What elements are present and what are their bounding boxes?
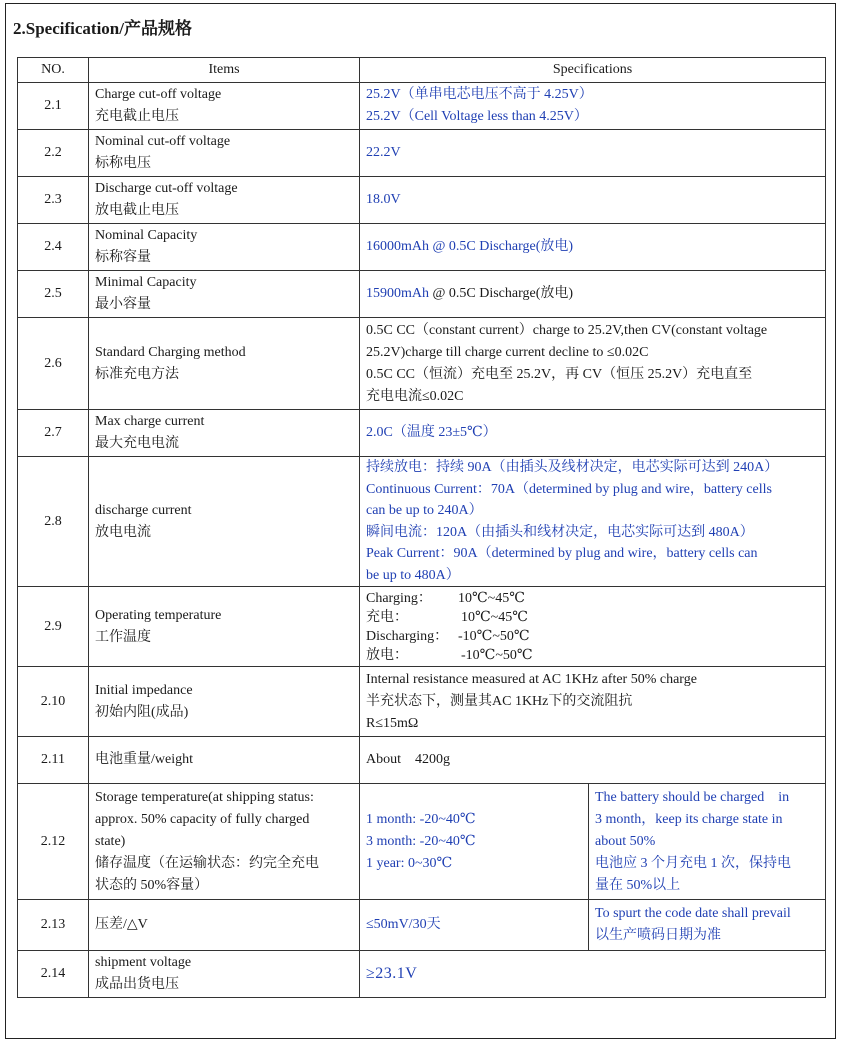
item-en: Initial impedance	[95, 682, 193, 698]
table-row	[18, 410, 826, 457]
item-cell	[89, 318, 360, 410]
table-row	[18, 224, 826, 271]
spec-line: 半充状态下，测量其AC 1KHz下的交流阻抗	[366, 693, 633, 709]
item-line: Storage temperature(at shipping status:	[95, 789, 314, 805]
item-cell	[89, 667, 360, 737]
spec-cell	[360, 271, 826, 318]
item-cell	[89, 900, 360, 951]
temp-value: 10℃~45℃	[458, 590, 525, 606]
table-row	[18, 271, 826, 318]
note-line: The battery should be charged in	[595, 789, 790, 805]
spec-line: ≥23.1V	[366, 965, 418, 982]
spec-line: 3 month: -20~40℃	[366, 833, 476, 849]
item-cn: 最大充电电流	[95, 436, 179, 451]
row-number: 2.4	[18, 224, 89, 271]
item-en: Operating temperature	[95, 607, 222, 623]
header-no: NO.	[18, 58, 89, 83]
spec-line: can be up to 240A）	[366, 503, 483, 518]
row-number: 2.2	[18, 130, 89, 177]
row-number: 2.13	[18, 900, 89, 951]
spec-line: be up to 480A）	[366, 567, 460, 583]
spec-value-blue: 15900mAh	[366, 286, 429, 301]
item-en: Max charge current	[95, 414, 205, 429]
temp-value: -10℃~50℃	[461, 647, 533, 663]
code-date-note	[588, 900, 825, 950]
item-cn: 充电截止电压	[95, 109, 179, 124]
spec-line: 22.2V	[366, 145, 401, 160]
temp-line	[366, 646, 819, 665]
row-number: 2.14	[18, 951, 89, 998]
table-row	[18, 318, 826, 410]
spec-line: 1 year: 0~30℃	[366, 855, 453, 871]
spec-line: ≤50mV/30天	[366, 917, 441, 932]
row-number: 2.10	[18, 667, 89, 737]
specification-table	[17, 57, 826, 998]
note-line: 电池应 3 个月充电 1 次，保持电	[595, 855, 791, 871]
item-cell	[89, 587, 360, 667]
item-cell	[89, 737, 360, 784]
row-number: 2.9	[18, 587, 89, 667]
item-cn: 标准充电方法	[95, 366, 179, 382]
item-cn: 标称电压	[95, 156, 151, 171]
note-line: 3 month，keep its charge state in	[595, 811, 783, 827]
row-number: 2.7	[18, 410, 89, 457]
header-specifications: Specifications	[360, 58, 826, 83]
item-cn: 初始内阻(成品)	[95, 704, 189, 720]
spec-cell	[360, 900, 826, 951]
row-number: 2.12	[18, 784, 89, 900]
item-cn: 放电截止电压	[95, 203, 179, 218]
temp-label: Discharging：	[366, 628, 449, 644]
header-row	[18, 58, 826, 83]
temp-line	[366, 627, 819, 646]
item-cn: 最小容量	[95, 297, 151, 312]
table-row	[18, 130, 826, 177]
spec-cell	[360, 224, 826, 271]
table-row	[18, 667, 826, 737]
row-number: 2.8	[18, 457, 89, 587]
row-number: 2.3	[18, 177, 89, 224]
table-row	[18, 900, 826, 951]
spec-cell	[360, 318, 826, 410]
spec-line: 瞬间电流：120A（由插头和线材决定，电芯实际可达到 480A）	[366, 524, 754, 540]
item-line: approx. 50% capacity of fully charged	[95, 811, 310, 827]
spec-line: About 4200g	[366, 752, 450, 767]
item-cell	[89, 784, 360, 900]
spec-line: 1 month: -20~40℃	[366, 811, 476, 827]
item-cell	[89, 457, 360, 587]
temp-label: 充电：	[366, 609, 408, 625]
section-title: 2.Specification/产品规格	[13, 19, 192, 38]
item-cell	[89, 83, 360, 130]
item-cell	[89, 410, 360, 457]
temp-value: 10℃~45℃	[461, 609, 528, 625]
header-items: Items	[89, 58, 360, 83]
storage-note	[588, 784, 825, 899]
temp-line	[366, 589, 819, 608]
note-line: 以生产喷码日期为准	[595, 928, 721, 943]
spec-line: 2.0C（温度 23±5℃）	[366, 425, 497, 440]
item-cn: 放电电流	[95, 524, 151, 540]
spec-line: 0.5C CC（constant current）charge to 25.2V,then CV(constant voltage	[366, 322, 768, 338]
spec-cell	[360, 130, 826, 177]
spec-line: 0.5C CC（恒流）充电至 25.2V，再 CV（恒压 25.2V）充电直至	[366, 366, 753, 382]
item-cell	[89, 271, 360, 318]
spec-cell	[360, 457, 826, 587]
row-number: 2.5	[18, 271, 89, 318]
item-en: Standard Charging method	[95, 344, 246, 360]
temp-line	[366, 608, 819, 627]
temp-value: -10℃~50℃	[458, 628, 530, 644]
item-en: Nominal cut-off voltage	[95, 134, 231, 149]
table-row	[18, 737, 826, 784]
spec-cell	[360, 667, 826, 737]
item-en: Minimal Capacity	[95, 275, 197, 290]
temp-label: 放电：	[366, 647, 408, 663]
spec-line	[366, 283, 819, 305]
item-cell	[89, 177, 360, 224]
spec-line: 16000mAh @ 0.5C Discharge(放电)	[366, 239, 574, 254]
item-cell	[89, 224, 360, 271]
item-line: state)	[95, 833, 126, 849]
spec-cell	[360, 410, 826, 457]
spec-line: 持续放电：持续 90A（由插头及线材决定，电芯实际可达到 240A）	[366, 460, 779, 475]
row-number: 2.11	[18, 737, 89, 784]
spec-cell	[360, 737, 826, 784]
table-row	[18, 83, 826, 130]
note-line: To spurt the code date shall prevail	[595, 906, 791, 921]
item-cn: 成品出货电压	[95, 977, 179, 992]
item-cell	[89, 130, 360, 177]
spec-line: 25.2V（Cell Voltage less than 4.25V）	[366, 109, 588, 124]
item-en: 电池重量/weight	[95, 752, 193, 767]
spec-line: Continuous Current：70A（determined by plug and wire，battery cells	[366, 481, 772, 497]
temp-label: Charging：	[366, 590, 432, 606]
item-line: 储存温度（在运输状态：约完全充电	[95, 855, 319, 871]
note-line: about 50%	[595, 833, 656, 849]
item-en: Charge cut-off voltage	[95, 87, 222, 102]
item-en: Discharge cut-off voltage	[95, 181, 238, 196]
table-row	[18, 951, 826, 998]
spec-cell	[360, 177, 826, 224]
table-row	[18, 457, 826, 587]
row-number: 2.1	[18, 83, 89, 130]
item-cell	[89, 951, 360, 998]
item-en: shipment voltage	[95, 955, 192, 970]
row-number: 2.6	[18, 318, 89, 410]
item-en: 压差/△V	[95, 917, 148, 932]
spec-cell	[360, 784, 826, 900]
table-row	[18, 784, 826, 900]
item-cn: 工作温度	[95, 629, 151, 645]
item-en: Nominal Capacity	[95, 228, 198, 243]
spec-line: Internal resistance measured at AC 1KHz after 50% charge	[366, 671, 697, 687]
spec-value-rest: @ 0.5C Discharge(放电)	[429, 286, 574, 301]
spec-line: 25.2V（单串电芯电压不高于 4.25V）	[366, 87, 593, 102]
storage-periods	[360, 784, 588, 899]
item-en: discharge current	[95, 502, 192, 518]
voltage-difference	[360, 900, 588, 950]
table-row	[18, 587, 826, 667]
note-line: 量在 50%以上	[595, 877, 681, 893]
spec-line: R≤15mΩ	[366, 715, 419, 731]
spec-line: 充电电流≤0.02C	[366, 388, 464, 404]
spec-cell	[360, 951, 826, 998]
item-cn: 标称容量	[95, 250, 151, 265]
spec-cell	[360, 587, 826, 667]
spec-line: Peak Current：90A（determined by plug and wire，battery cells can	[366, 546, 758, 561]
spec-line: 25.2V)charge till charge current decline to ≤0.02C	[366, 344, 649, 360]
item-line: 状态的 50%容量）	[95, 877, 209, 893]
table-row	[18, 177, 826, 224]
spec-line: 18.0V	[366, 192, 401, 207]
spec-cell	[360, 83, 826, 130]
